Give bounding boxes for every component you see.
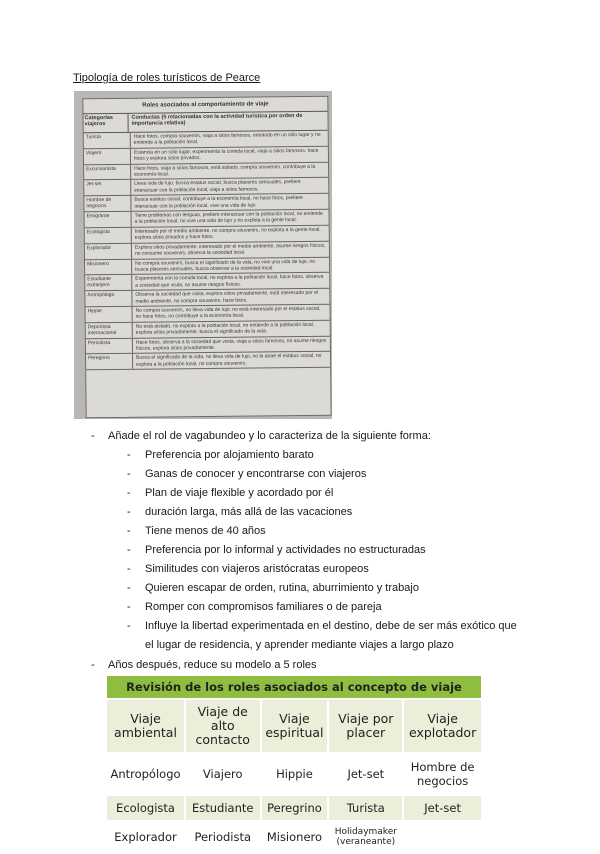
- dash-marker: -: [127, 506, 131, 518]
- dash-marker: -: [127, 468, 131, 480]
- list-item: Preferencia por alojamiento barato: [145, 449, 314, 461]
- photo-behaviour: Hace fotos, compra souvenirs, viaja a sitios famosos, entrando en un sólo lugar y no entiende a la población local.: [133, 131, 321, 147]
- revision-header: Viaje explotador: [403, 699, 482, 753]
- revision-cell: Hippie: [261, 753, 329, 795]
- list-item: Plan de viaje flexible y acordado por él: [145, 487, 334, 499]
- revision-cell: Estudiante: [185, 795, 261, 821]
- revision-table: [107, 676, 483, 854]
- dash-marker: -: [91, 430, 95, 442]
- revision-cell: Misionero: [261, 821, 329, 853]
- photo-role: Misionero: [85, 259, 132, 274]
- dash-marker: -: [127, 544, 131, 556]
- photo-heading: Roles asociados al comportamiento de viaje: [83, 97, 327, 115]
- photo-role: Antropólogo: [85, 291, 132, 306]
- revision-cell: Hombre de negocios: [403, 753, 482, 795]
- revision-cell: Viajero: [185, 753, 261, 795]
- photo-role: Turista: [84, 133, 131, 148]
- photo-behaviour: Hace fotos, observa a la sociedad que visita, viaja a sitios famosos, no asume riesgos físicos, explora sitios privadamente.: [135, 337, 327, 352]
- revision-cell: [403, 821, 482, 853]
- revision-cell: Turista: [328, 795, 403, 821]
- revision-cell: Peregrino: [261, 795, 329, 821]
- revision-header: Viaje de alto contacto: [185, 699, 261, 753]
- photo-behaviour: Busca estatus social, contribuye a la economía local, no hace fotos, prefiere interactuar con la población local, vive una vida de lujo.: [134, 195, 303, 210]
- photo-role: Hombre de negocios: [84, 196, 131, 211]
- photo-col-categories: Categorías viajeros: [83, 114, 128, 132]
- photo-behaviour: Tiene problemas con lenguas, prefiere interactuar con la población local, no entiende a la población local, no vive una vida de lujo y no explota a la gente local.: [134, 210, 323, 226]
- revision-cell: Jet-set: [328, 753, 403, 795]
- table-photo: [74, 91, 332, 419]
- list-item: el lugar de residencia, y aprender mediante viajes a largo plazo: [145, 639, 454, 651]
- dash-marker: -: [127, 601, 131, 613]
- list-item: Ganas de conocer y encontrarse con viajeros: [145, 468, 367, 480]
- photo-role: Periodista: [86, 338, 133, 353]
- photo-behaviour: No está aislado, no explota a la población local, no entiende a la población local, explora sitios privadamente, busca el significado de la vida.: [135, 321, 315, 336]
- photo-role: Peregrino: [86, 354, 133, 369]
- revision-header-row: [107, 699, 482, 753]
- revision-header: Viaje espiritual: [261, 699, 329, 753]
- photo-behaviour: Hace fotos, viaja a sitios famosos, está aislado, compra souvenirs, contribuye a la economía local.: [134, 163, 316, 178]
- photo-row: [86, 352, 330, 370]
- photo-behaviour: Experimenta con la comida local, no explota a la población local, hace fotos, observa a sociedad que visita, no asume riesgos físicos.: [135, 274, 324, 289]
- photo-col-behaviours: Conductas (5 relacionadas con la actividad turística por orden de importancia relativa): [131, 112, 303, 127]
- revision-cell: Ecologista: [107, 795, 185, 821]
- photo-behaviour: Interesado por el medio ambiente, no compra souvenirs, no explota a la gente local, explora sitios privados y hace fotos.: [134, 226, 321, 242]
- revision-cell: Explorador: [107, 821, 185, 853]
- page-title: Tipología de roles turísticos de Pearce: [73, 72, 261, 84]
- list-outro: Años después, reduce su modelo a 5 roles: [108, 659, 317, 671]
- list-item: Preferencia por lo informal y actividades no estructuradas: [145, 544, 426, 556]
- photo-role: Estudiante extranjero: [85, 275, 132, 290]
- dash-marker: -: [127, 620, 131, 632]
- photo-role: Explorador: [85, 243, 132, 258]
- dash-marker: -: [127, 582, 131, 594]
- list-intro: Añade el rol de vagabundeo y lo caracteriza de la siguiente forma:: [108, 430, 431, 442]
- revision-row: [107, 753, 482, 795]
- dash-marker: -: [127, 487, 131, 499]
- photo-behaviour: Observa la sociedad que visita, explora sitios privadamente, está interesado por el medio ambiente, no compra souvenirs, hace fotos.: [135, 289, 319, 305]
- dash-marker: -: [127, 525, 131, 537]
- photo-column-headers: [83, 112, 327, 134]
- list-item: Influye la libertad experimentada en el destino, debe de ser más exótico que: [145, 620, 517, 632]
- photo-behaviour: Lleva vida de lujo, busca estatus social, busca placeres sensuales, prefiere interactuar con la población local, viaja a sitios famosos.: [134, 179, 301, 194]
- photo-role: Excursionista: [84, 164, 131, 179]
- photo-role: Emigrante: [85, 212, 132, 227]
- revision-header: Viaje ambiental: [107, 699, 185, 753]
- photo-role: Deportista internacional: [86, 323, 133, 338]
- photo-role: Viajero: [84, 149, 131, 164]
- photo-table: [82, 96, 331, 419]
- list-item: Similitudes con viajeros aristócratas europeos: [145, 563, 369, 575]
- photo-role: Ecologista: [85, 228, 132, 243]
- photo-behaviour: No compra souvenirs, busca el significado de la vida, no vive una vida de lujo, no busca placeres sensuales, busca observar a la sociedad local.: [135, 258, 315, 273]
- dash-marker: -: [127, 449, 131, 461]
- dash-marker: -: [91, 659, 95, 671]
- photo-rows: [84, 131, 330, 371]
- photo-behaviour: No compra souvenirs, no lleva vida de lujo, no está interesado por el estatus social, no hace fotos, no contribuye a la economía local.: [135, 305, 321, 321]
- revision-cell: Antropólogo: [107, 753, 185, 795]
- revision-row: [107, 821, 482, 853]
- photo-behaviour: Busca el significado de la vida, no lleva vida de lujo, no le atrae el estatus social, no explota a la población local, no compra souvenirs.: [136, 353, 322, 368]
- revision-cell: Periodista: [185, 821, 261, 853]
- list-item: duración larga, más allá de las vacaciones: [145, 506, 353, 518]
- photo-behaviour: Explora sitios privadamente, interesado por el medio ambiente, asume riesgos físicos, no consume souvenirs, observa la sociedad local.: [134, 242, 326, 257]
- list-item: Tiene menos de 40 años: [145, 525, 266, 537]
- list-item: Romper con compromisos familiares o de pareja: [145, 601, 382, 613]
- dash-marker: -: [127, 563, 131, 575]
- revision-header: Viaje por placer: [328, 699, 403, 753]
- revision-cell: Holidaymaker (veraneante): [328, 821, 403, 853]
- photo-behaviour: Estancia en un sólo lugar, experimenta la comida local, viaja a sitios famosos, hace fotos y explora sitios privados.: [133, 147, 319, 162]
- list-item: Quieren escapar de orden, rutina, aburrimiento y trabajo: [145, 582, 419, 594]
- revision-row: [107, 795, 482, 821]
- photo-role: Hippie: [86, 307, 133, 322]
- revision-title: Revisión de los roles asociados al concepto de viaje: [107, 676, 482, 699]
- revision-cell: Jet-set: [403, 795, 482, 821]
- photo-role: Jet-set: [84, 180, 131, 195]
